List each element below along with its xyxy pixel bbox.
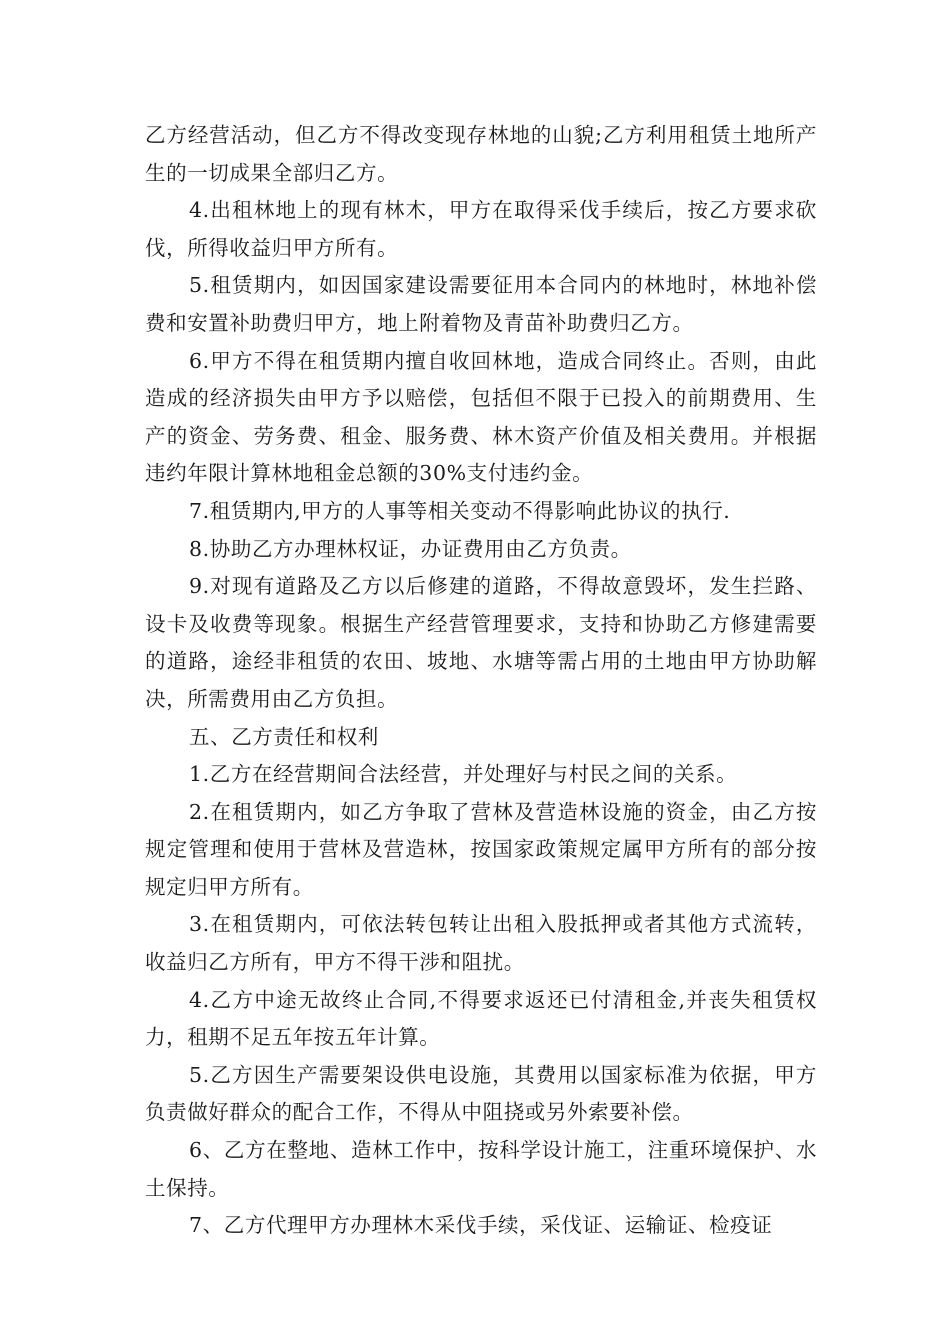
paragraph-item-6: 6.甲方不得在租赁期内擅自收回林地，造成合同终止。否则，由此造成的经济损失由甲方予以赔偿，包括但不限于已投入的前期费用、生产的资金、劳务费、租金、服务费、林木资产价值及相关费用。并根据违约年限计算林地租金总额的30%支付违约金。: [145, 348, 817, 486]
paragraph-item-7: 7.租赁期内,甲方的人事等相关变动不得影响此协议的执行.: [189, 498, 731, 523]
paragraph-b-item-6: 6、乙方在整地、造林工作中，按科学设计施工，注重环境保护、水土保持。: [145, 1138, 817, 1200]
paragraph-item-8: 8.协助乙方办理林权证，办证费用由乙方负责。: [189, 536, 632, 561]
paragraph-b-item-5: 5.乙方因生产需要架设供电设施，其费用以国家标准为依据，甲方负责做好群众的配合工作，不得从中阻挠或另外索要补偿。: [145, 1062, 817, 1125]
paragraph-item-4: 4.出租林地上的现有林木，甲方在取得采伐手续后，按乙方要求砍伐，所得收益归甲方所有。: [145, 198, 817, 260]
paragraph-b-item-4: 4.乙方中途无故终止合同,不得要求返还已付清租金,并丧失租赁权力，租期不足五年按五年计算。: [145, 987, 817, 1050]
paragraph-b-item-1: 1.乙方在经营期间合法经营，并处理好与村民之间的关系。: [189, 762, 738, 787]
paragraph-item-9: 9.对现有道路及乙方以后修建的道路，不得故意毁坏，发生拦路、设卡及收费等现象。根据生产经营管理要求，支持和协助乙方修建需要的道路，途经非租赁的农田、坡地、水塘等需占用的土地由甲方协助解决，所需费用由乙方负担。: [145, 574, 817, 711]
document-body: [145, 117, 817, 1245]
section-heading: 五、乙方责任和权利: [189, 724, 379, 749]
paragraph-b-item-3: 3.在租赁期内，可依法转包转让出租入股抵押或者其他方式流转，收益归乙方所有，甲方不得干涉和阻扰。: [145, 912, 817, 975]
paragraph-b-item-7: 7、乙方代理甲方办理林木采伐手续，采伐证、运输证、检疫证: [189, 1213, 773, 1238]
paragraph-item-5: 5.租赁期内，如因国家建设需要征用本合同内的林地时，林地补偿费和安置补助费归甲方，地上附着物及青苗补助费归乙方。: [145, 273, 817, 335]
paragraph-continued: 乙方经营活动，但乙方不得改变现存林地的山貌;乙方利用租赁土地所产生的一切成果全部归乙方。: [145, 123, 817, 185]
paragraph-b-item-2: 2.在租赁期内，如乙方争取了营林及营造林设施的资金，由乙方按规定管理和使用于营林及营造林，按国家政策规定属甲方所有的部分按规定归甲方所有。: [145, 799, 817, 899]
